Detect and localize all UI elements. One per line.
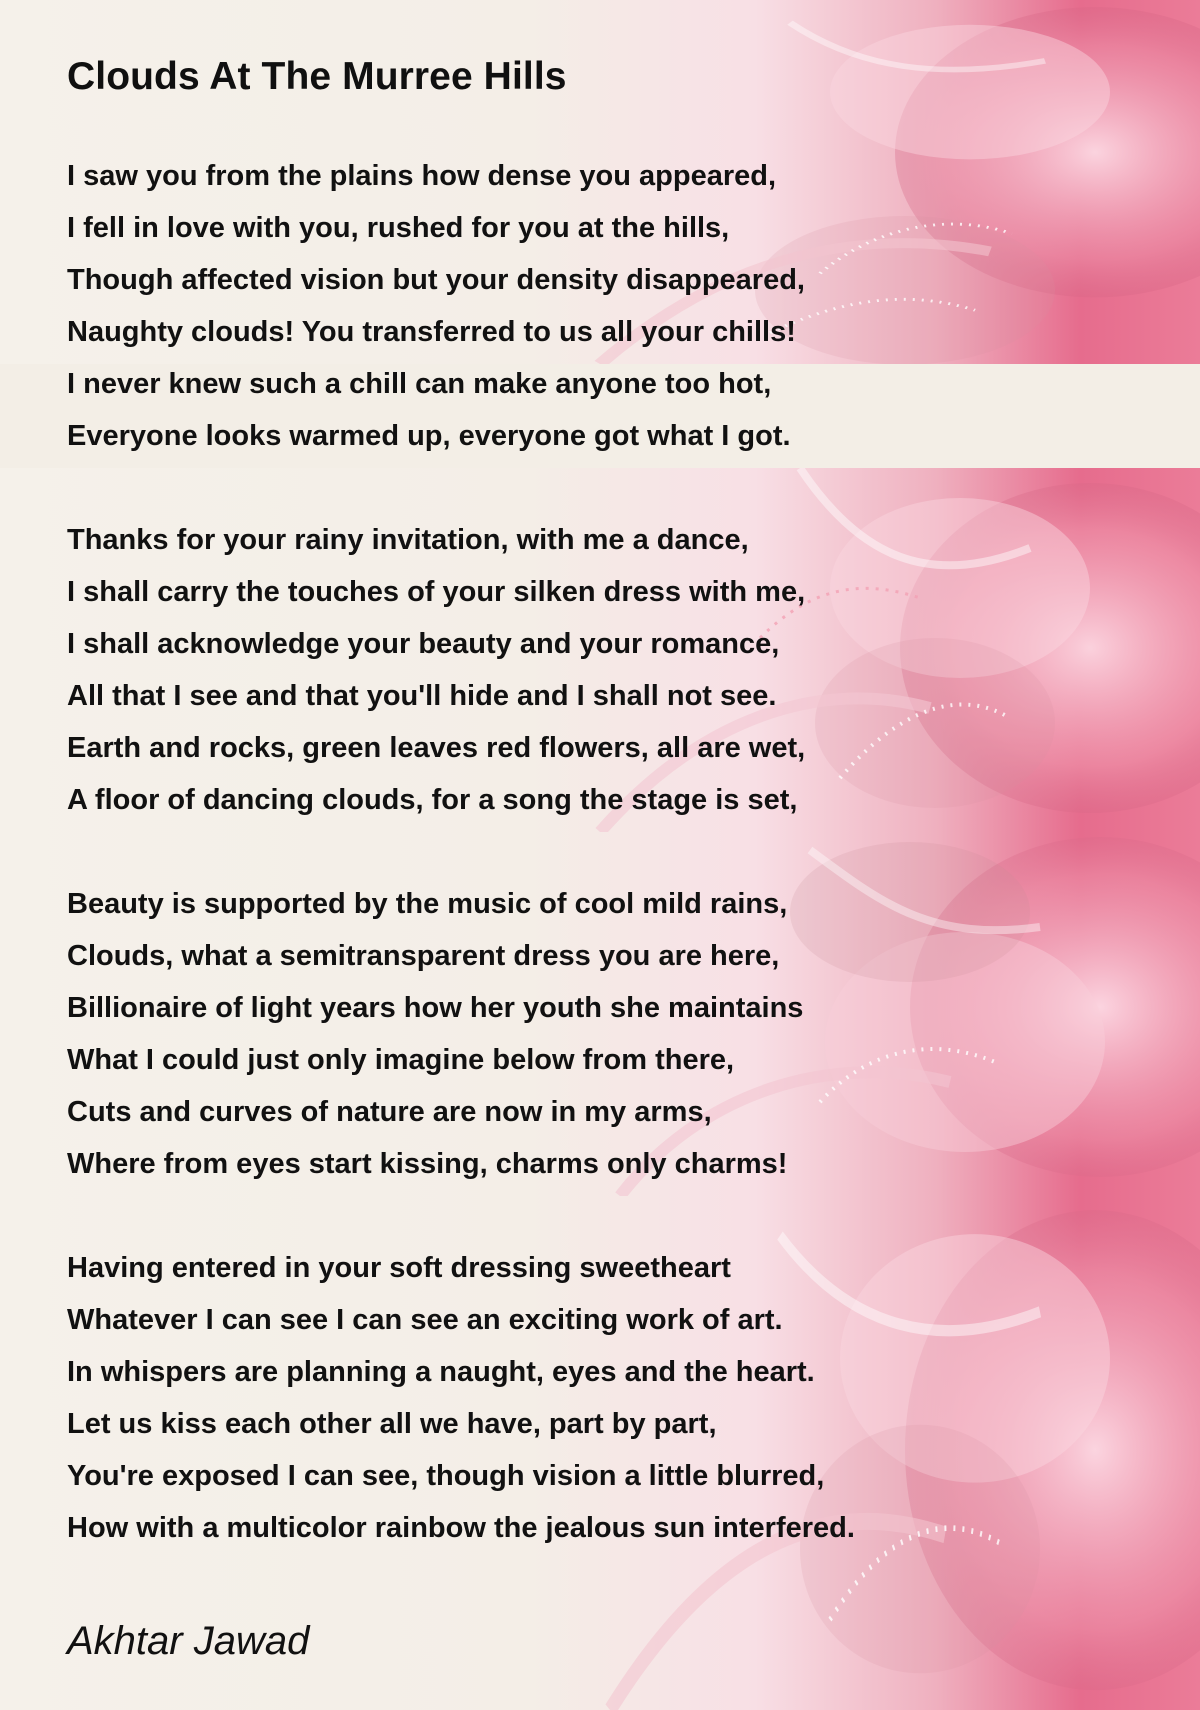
poem-line: Though affected vision but your density disappeared, <box>67 264 805 296</box>
poem-line: I saw you from the plains how dense you appeared, <box>67 160 777 192</box>
poem-line: A floor of dancing clouds, for a song the stage is set, <box>67 784 798 816</box>
poem-line: Let us kiss each other all we have, part by part, <box>67 1408 717 1440</box>
poem-line: Where from eyes start kissing, charms only charms! <box>67 1148 788 1180</box>
poem-line: Cuts and curves of nature are now in my arms, <box>67 1096 712 1128</box>
poem-line: Naughty clouds! You transferred to us all your chills! <box>67 316 796 348</box>
poem-author: Akhtar Jawad <box>67 1619 310 1663</box>
stanza-3 <box>67 878 967 1190</box>
poem-content <box>67 52 967 1665</box>
poem-line: In whispers are planning a naught, eyes and the heart. <box>67 1356 815 1388</box>
poem-line: Clouds, what a semitransparent dress you are here, <box>67 940 780 972</box>
stanza-1 <box>67 150 967 462</box>
poem-line: Everyone looks warmed up, everyone got what I got. <box>67 420 791 452</box>
poem-line: Beauty is supported by the music of cool mild rains, <box>67 888 788 920</box>
poem-line: I fell in love with you, rushed for you at the hills, <box>67 212 730 244</box>
poem-line: I shall acknowledge your beauty and your romance, <box>67 628 780 660</box>
stanza-2 <box>67 514 967 826</box>
stanza-4 <box>67 1242 967 1554</box>
poem-line: Having entered in your soft dressing sweetheart <box>67 1252 731 1284</box>
poem-line: You're exposed I can see, though vision a little blurred, <box>67 1460 825 1492</box>
poem-line: I shall carry the touches of your silken dress with me, <box>67 576 806 608</box>
poem-line: What I could just only imagine below from there, <box>67 1044 735 1076</box>
poem-line: How with a multicolor rainbow the jealous sun interfered. <box>67 1512 855 1544</box>
poem-line: Thanks for your rainy invitation, with me a dance, <box>67 524 749 556</box>
poem-line: All that I see and that you'll hide and I shall not see. <box>67 680 777 712</box>
poem-line: Earth and rocks, green leaves red flowers, all are wet, <box>67 732 806 764</box>
poem-line: Whatever I can see I can see an exciting work of art. <box>67 1304 783 1336</box>
poem-line: Billionaire of light years how her youth she maintains <box>67 992 804 1024</box>
poem-line: I never knew such a chill can make anyone too hot, <box>67 368 772 400</box>
poem-title: Clouds At The Murree Hills <box>67 55 567 98</box>
